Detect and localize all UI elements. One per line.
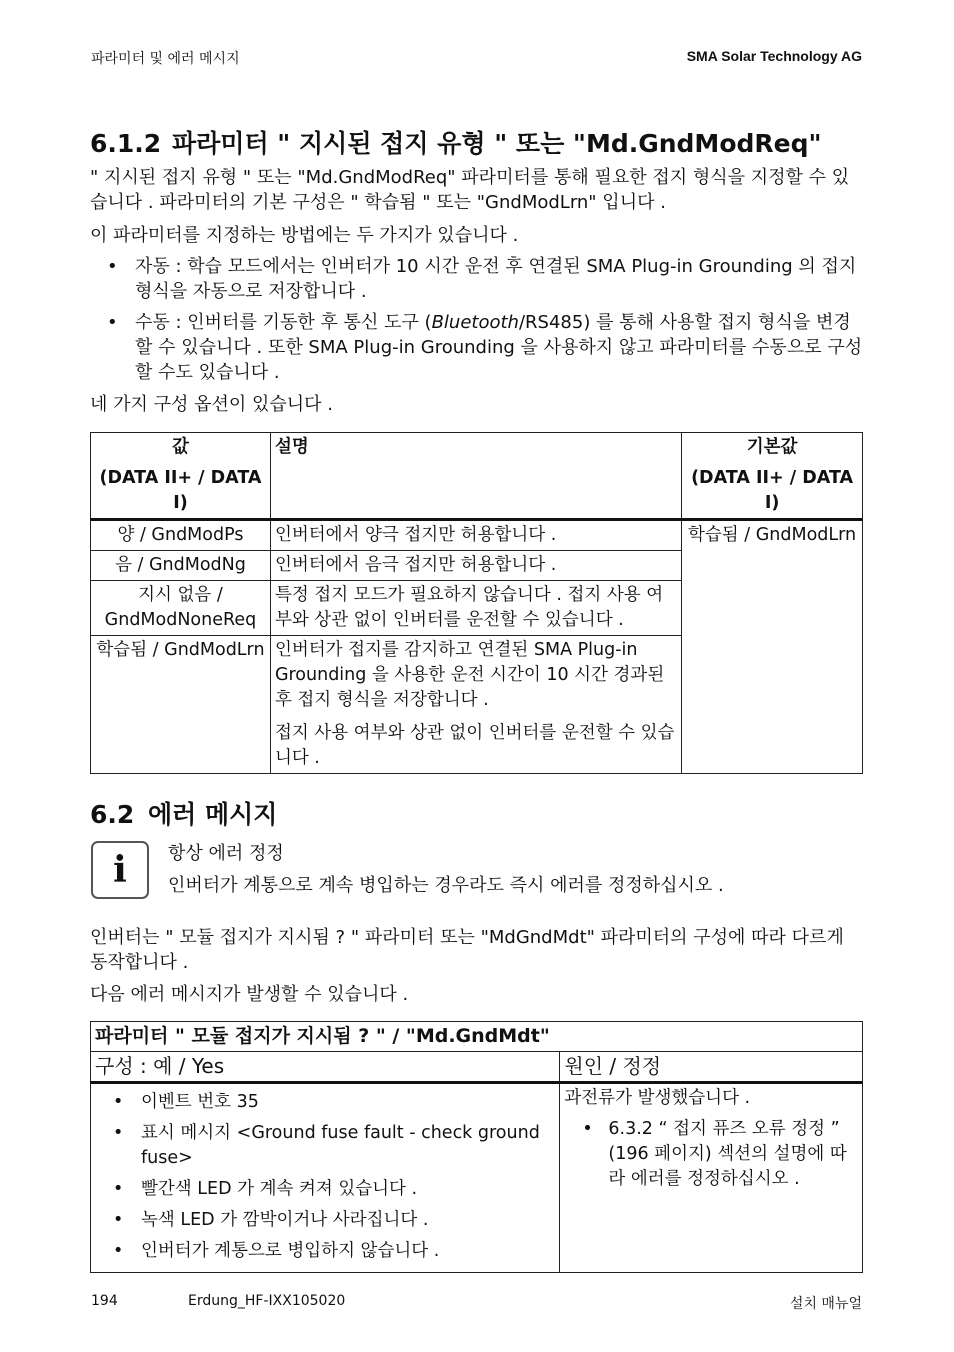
- document-id: Erdung_HF-IXX105020: [188, 1293, 346, 1309]
- ground-mode-table: [90, 432, 863, 774]
- section-6-2-heading: [90, 795, 277, 831]
- header-value: 값 (DATA II+ / DATA I): [91, 433, 271, 520]
- cell-value: 학습됨 / GndModLrn: [91, 636, 271, 774]
- header-cause-remedy: 원인 / 정정: [560, 1052, 863, 1083]
- cell-value: 지시 없음 / GndModNoneReq: [91, 581, 271, 636]
- table-row: [91, 520, 863, 551]
- cell-default: 학습됨 / GndModLrn: [682, 520, 863, 774]
- cell-description: 인버터에서 음극 접지만 허용합니다 .: [270, 551, 681, 581]
- list-item: • 이벤트 번호 35: [95, 1090, 555, 1115]
- header-default: 기본값 (DATA II+ / DATA I): [682, 433, 863, 520]
- header-configuration: 구성 : 예 / Yes: [91, 1052, 560, 1083]
- behavior-paragraph: 인버터는 " 모듈 접지가 지시됨 ? " 파라미터 또는 "MdGndMdt" 파라미터의 구성에 따라 다르게 동작합니다 .: [90, 927, 844, 973]
- table-header-row: [91, 433, 863, 520]
- list-item: • 인버터가 계통으로 병입하지 않습니다 .: [95, 1239, 555, 1264]
- event-list: [95, 1090, 555, 1264]
- list-item: • 녹색 LED 가 깜박이거나 사라집니다 .: [95, 1208, 555, 1233]
- options-paragraph: 네 가지 구성 옵션이 있습니다 .: [90, 394, 333, 415]
- cause-text: 과전류가 발생했습니다 .: [564, 1088, 751, 1108]
- error-table-header-row: [91, 1052, 863, 1083]
- intro-paragraph: " 지시된 접지 유형 " 또는 "Md.GndModReq" 파라미터를 통해 필요한 접지 형식을 지정할 수 있습니다 . 파라미터의 기본 구성은 " 학습됨 " 또는 "GndModLrn" 입니다 .: [90, 167, 850, 213]
- cause-cell: [560, 1083, 863, 1273]
- error-table-title-row: [91, 1022, 863, 1052]
- note-title: 항상 에러 정정: [168, 843, 284, 864]
- list-item-auto: • 자동 : 학습 모드에서는 인버터가 10 시간 운전 후 연결된 SMA Plug-in Grounding 의 접지 형식을 자동으로 저장합니다 .: [90, 254, 864, 304]
- cell-value: 음 / GndModNg: [91, 551, 271, 581]
- manual-name: 설치 매뉴얼: [789, 1296, 862, 1312]
- list-item: • 빨간색 LED 가 계속 켜져 있습니다 .: [95, 1177, 555, 1202]
- page-number: 194: [91, 1293, 118, 1309]
- section-6-1-2-heading: [90, 124, 822, 160]
- header-company: SMA Solar Technology AG: [686, 48, 862, 64]
- event-cell: [91, 1083, 560, 1273]
- methods-list: [90, 254, 864, 391]
- header-description: 설명: [270, 433, 681, 520]
- cell-description: 인버터가 접지를 감지하고 연결된 SMA Plug-in Grounding 을 사용한 운전 시간이 10 시간 경과된 후 접지 형식을 저장합니다 . 접지 사용 여부와 상관 없이 인버터를 운전할 수 있습니다 .: [270, 636, 681, 774]
- methods-paragraph: 이 파라미터를 지정하는 방법에는 두 가지가 있습니다 .: [90, 225, 519, 246]
- messages-paragraph: 다음 에러 메시지가 발생할 수 있습니다 .: [90, 984, 409, 1005]
- list-item-manual: • 수동 : 인버터를 기동한 후 통신 도구 (Bluetooth/RS485) 를 통해 사용할 접지 형식을 변경할 수 있습니다 . 또한 SMA Plug-in Grounding 을 사용하지 않고 파라미터를 수동으로 구성할 수도 있습니다 .: [90, 310, 864, 385]
- header-section-label: 파라미터 및 에러 메시지: [91, 51, 240, 67]
- info-icon: i: [91, 841, 149, 899]
- error-table: [90, 1021, 863, 1273]
- remedy-item: • 6.3.2 “ 접지 퓨즈 오류 정정 ” (196 페이지) 섹션의 설명에 따라 에러를 정정하십시오 .: [564, 1117, 858, 1192]
- cell-description: 특정 접지 모드가 필요하지 않습니다 . 접지 사용 여부와 상관 없이 인버터를 운전할 수 있습니다 .: [270, 581, 681, 636]
- list-item: • 표시 메시지 <Ground fuse fault - check ground fuse>: [95, 1121, 555, 1171]
- cell-value: 양 / GndModPs: [91, 520, 271, 551]
- error-row: [91, 1083, 863, 1273]
- error-table-title: 파라미터 " 모듈 접지가 지시됨 ? " / "Md.GndMdt": [91, 1022, 863, 1052]
- section-number: 6.2: [90, 800, 135, 829]
- remedy-list: [564, 1117, 858, 1192]
- section-title: 파라미터 " 지시된 접지 유형 " 또는 "Md.GndModReq": [172, 129, 822, 158]
- section-number: 6.1.2: [90, 129, 162, 158]
- section-title: 에러 메시지: [148, 800, 278, 829]
- cell-description: 인버터에서 양극 접지만 허용합니다 .: [270, 520, 681, 551]
- note-text: 인버터가 계통으로 계속 병입하는 경우라도 즉시 에러를 정정하십시오 .: [168, 875, 724, 896]
